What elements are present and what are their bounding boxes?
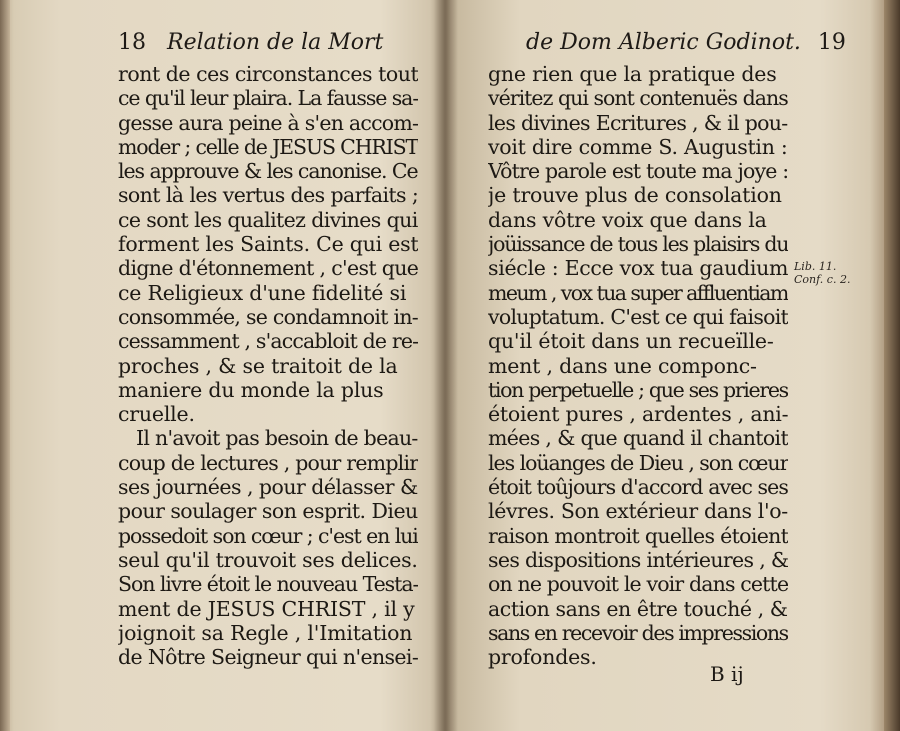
text-line: les approuve & les canonise. Ce [118,159,418,184]
text-line: véritez qui sont contenuës dans [488,86,788,111]
margin-note-line: Conf. c. 2. [794,273,851,286]
text-line: joignoit sa Regle , l'Imitation [118,620,413,645]
text-line: cessamment , s'accabloit de re- [118,329,418,354]
right-page-number: 19 [817,30,846,55]
margin-note [794,260,850,286]
left-page-text [118,62,418,669]
text-line: Son livre étoit le nouveau Testa- [118,572,418,597]
text-line: forment les Saints. Ce qui est [118,232,418,257]
text-line: ce Religieux d'une fidelité si [118,280,407,305]
text-line: ce qu'il leur plaira. La fausse sa- [118,86,418,111]
text-line: profondes. [488,645,597,670]
text-line: Vôtre parole est toute ma joye : [488,159,788,184]
text-line: étoient pures , ardentes , ani- [488,402,788,427]
text-line: mées , & que quand il chantoit [488,426,788,451]
signature-mark: B ij [710,662,744,686]
text-line: les divines Ecritures , & il pou- [488,110,788,135]
text-line: dans vôtre voix que dans la [488,207,767,232]
text-line: sont là les vertus des parfaits ; [118,183,418,208]
text-line: tion perpetuelle ; que ses prieres [488,377,788,402]
text-line: voluptatum. C'est ce qui faisoit [488,304,788,329]
text-line: ses dispositions intérieures , & [488,547,788,572]
text-line: siécle : Ecce vox tua gaudium [488,256,788,281]
text-line: sans en recevoir des impressions [488,620,788,645]
text-line: meum , vox tua super affluentiam [488,280,788,305]
text-line: gesse aura peine à s'en accom- [118,110,418,135]
text-line: consommée, se condamnoit in- [118,304,418,329]
text-line: gne rien que la pratique des [488,62,777,86]
text-line: possedoit son cœur ; c'est en lui [118,523,418,548]
text-line: joüissance de tous les plaisirs du [488,232,788,257]
left-page [0,0,440,731]
text-line: coup de lectures , pour remplir [118,450,418,475]
text-line: maniere du monde la plus [118,377,384,402]
text-line: action sans en être touché , & [488,596,788,621]
text-line: digne d'étonnement , c'est que [118,256,418,281]
text-line: ront de ces circonstances tout [118,62,418,86]
text-line: lévres. Son extérieur dans l'o- [488,499,788,524]
text-line: raison montroit quelles étoient [488,523,788,548]
text-line: de Nôtre Seigneur qui n'ensei- [118,645,418,670]
left-page-number: 18 [118,30,146,55]
text-line: étoit toûjours d'accord avec ses [488,475,788,500]
text-line: voit dire comme S. Augustin : [488,134,788,159]
text-line: les loüanges de Dieu , son cœur [488,450,788,475]
text-line: ses journées , pour délasser & [118,475,418,500]
text-line: qu'il étoit dans un recueïlle- [488,329,774,354]
right-page-text [488,62,788,669]
text-line: Il n'avoit pas besoin de beau- [136,426,418,451]
text-line: je trouve plus de consolation [488,183,782,208]
text-line: ment , dans une componc- [488,353,757,378]
right-page-header [526,30,846,55]
left-running-head: Relation de la Mort [167,30,384,55]
text-line: ment de JESUS CHRIST , il y [118,596,415,621]
text-line: on ne pouvoit le voir dans cette [488,572,788,597]
text-line: moder ; celle de JESUS CHRIST [118,134,418,159]
right-page [452,0,900,731]
left-page-header [118,30,383,55]
right-running-head: de Dom Alberic Godinot. [526,30,801,55]
text-line: ce sont les qualitez divines qui [118,207,418,232]
text-line: pour soulager son esprit. Dieu [118,499,418,524]
margin-note-line: Lib. 11. [794,260,837,273]
text-line: proches , & se traitoit de la [118,353,398,378]
text-line: seul qu'il trouvoit ses delices. [118,547,418,572]
text-line: cruelle. [118,402,195,427]
